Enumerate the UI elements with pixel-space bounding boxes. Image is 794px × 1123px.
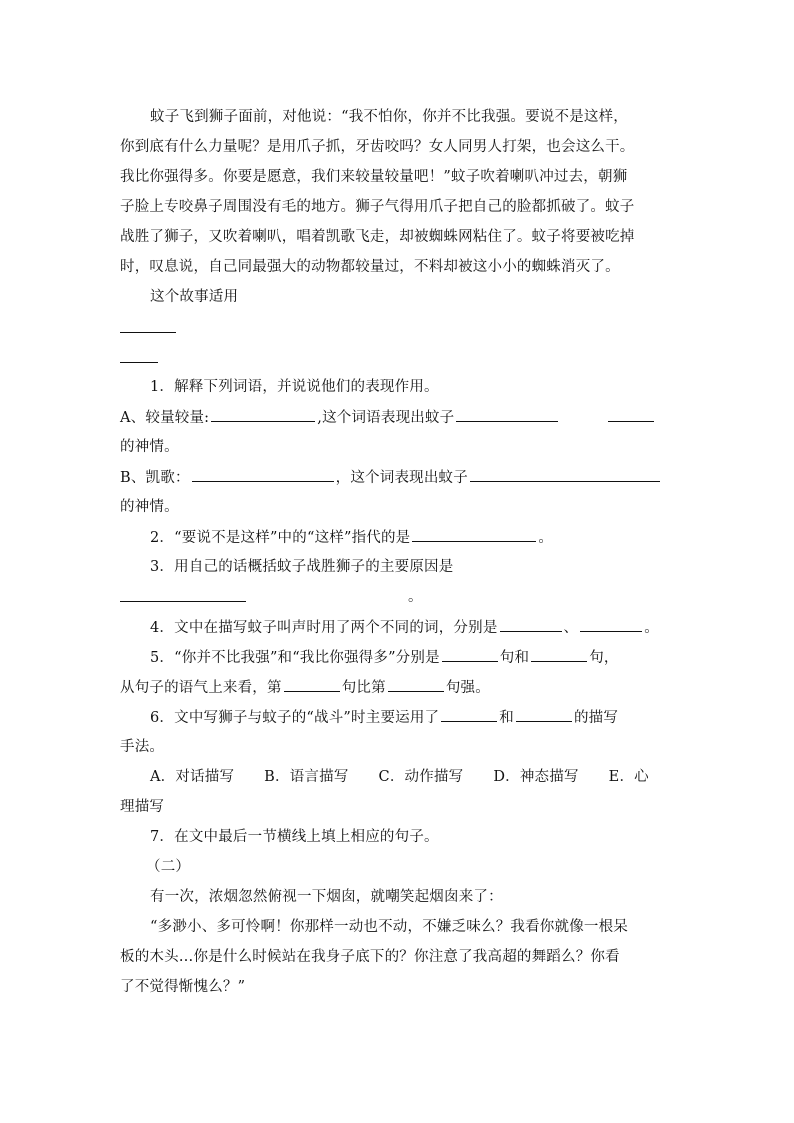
moral-answer-line-2[interactable] [120, 362, 158, 363]
q2-text: 2．“要说不是这样”中的“这样”指代的是 [150, 530, 411, 546]
q2-end: 。 [538, 530, 554, 546]
q5-blank-3[interactable] [284, 677, 340, 692]
q1-stem: 1．解释下列词语，并说说他们的表现作用。 [150, 379, 439, 395]
q3-answer-line[interactable] [120, 601, 246, 602]
q5-blank-4[interactable] [388, 677, 444, 692]
q6-de: 的描写 [573, 710, 619, 726]
q1-a-blank-3[interactable] [608, 407, 654, 422]
q1-b-blank-1[interactable] [192, 467, 334, 482]
q6-line-2: 手法。 [120, 739, 165, 755]
q4-line [150, 617, 659, 638]
q5-line-1 [150, 647, 619, 668]
q6-option-e[interactable]: E．心 [608, 769, 649, 785]
q4-blank-2[interactable] [580, 617, 642, 632]
q5-text: 5．“你并不比我强”和“我比你强得多”分别是 [150, 650, 440, 666]
q1-b-end: 的神情。 [120, 499, 179, 515]
q3-text: 3．用自己的话概括蚊子战胜狮子的主要原因是 [150, 559, 454, 575]
moral-prefix: 这个故事适用 [150, 289, 239, 305]
q5-blank-2[interactable] [531, 647, 587, 662]
q3-end: 。 [408, 589, 423, 605]
q6-option-a[interactable]: A．对话描写 [150, 769, 235, 785]
q4-sep: 、 [563, 620, 579, 636]
passage-line-4: 子脸上专咬鼻子周围没有毛的地方。狮子气得用爪子把自己的脸都抓破了。蚊子 [120, 199, 635, 215]
q5-line2-b: 句比第 [341, 680, 386, 696]
q6-option-e-cont: 理描写 [120, 799, 165, 815]
q2-line [150, 527, 553, 548]
q1-a-blank-1[interactable] [211, 407, 315, 422]
moral-answer-line-1[interactable] [120, 332, 176, 333]
q6-he: 和 [499, 710, 514, 726]
q5-line2-c: 句强。 [445, 680, 490, 696]
q1-a-end: 的神情。 [120, 439, 179, 455]
passage-line-3: 我比你强得多。你要是愿意，我们来较量较量吧！”蚊子吹着喇叭冲过去，朝狮 [120, 169, 628, 185]
q6-option-c[interactable]: C．动作描写 [378, 769, 464, 785]
q6-blank-1[interactable] [441, 707, 497, 722]
q5-line-2 [120, 677, 490, 698]
passage-line-5: 战胜了狮子，又吹着喇叭，唱着凯歌飞走，却被蜘蛛网粘住了。蚊子将要被吃掉 [120, 229, 635, 245]
q7-text: 7．在文中最后一节横线上填上相应的句子。 [150, 829, 439, 845]
q1-b-mid: ，这个词表现出蚊子 [335, 470, 468, 486]
q1-b-prefix: B、凯歌： [120, 470, 190, 486]
section2-quote-line-2: 板的木头…你是什么时候站在我身子底下的？你注意了我高超的舞蹈么？你看 [120, 949, 620, 965]
q6-option-b[interactable]: B．语言描写 [264, 769, 349, 785]
q6-line-1 [150, 707, 618, 728]
q1-a-line [120, 407, 656, 428]
q5-blank-1[interactable] [442, 647, 498, 662]
q5-ju-he: 句和 [499, 650, 530, 666]
q1-b-blank-2[interactable] [470, 467, 660, 482]
q2-blank[interactable] [412, 527, 536, 542]
passage-line-6: 时，叹息说，自己同最强大的动物都较量过，不料却被这小小的蜘蛛消灭了。 [120, 259, 620, 275]
section2-intro: 有一次，浓烟忽然俯视一下烟囱，就嘲笑起烟囱来了： [150, 889, 503, 905]
q4-blank-1[interactable] [500, 617, 562, 632]
passage-line-2: 你到底有什么力量呢？是用爪子抓，牙齿咬吗？女人同男人打架，也会这么干。 [120, 139, 635, 155]
q6-blank-2[interactable] [516, 707, 572, 722]
q1-a-mid: ,这个词语表现出蚊子 [317, 410, 455, 426]
q6-text: 6．文中写狮子与蚊子的“战斗”时主要运用了 [150, 710, 440, 726]
q5-line2-a: 从句子的语气上来看，第 [120, 680, 282, 696]
passage-line-1: 蚊子飞到狮子面前，对他说：“我不怕你，你并不比我强。要说不是这样， [150, 109, 629, 125]
q6-option-d[interactable]: D．神态描写 [493, 769, 579, 785]
q1-a-prefix: A、较量较量: [120, 410, 210, 426]
q1-b-line [120, 467, 662, 488]
q5-ju-end: 句， [589, 650, 619, 666]
q4-text: 4．文中在描写蚊子叫声时用了两个不同的词，分别是 [150, 620, 498, 636]
section2-heading: （二） [146, 859, 191, 875]
q1-a-blank-2[interactable] [456, 407, 558, 422]
q4-end: 。 [644, 620, 659, 636]
q6-options [150, 767, 649, 787]
section2-quote-line-3: 了不觉得惭愧么？” [120, 979, 246, 995]
section2-quote-line-1: “多渺小、多可怜啊！你那样一动也不动，不嫌乏味么？我看你就像一根呆 [150, 919, 629, 935]
